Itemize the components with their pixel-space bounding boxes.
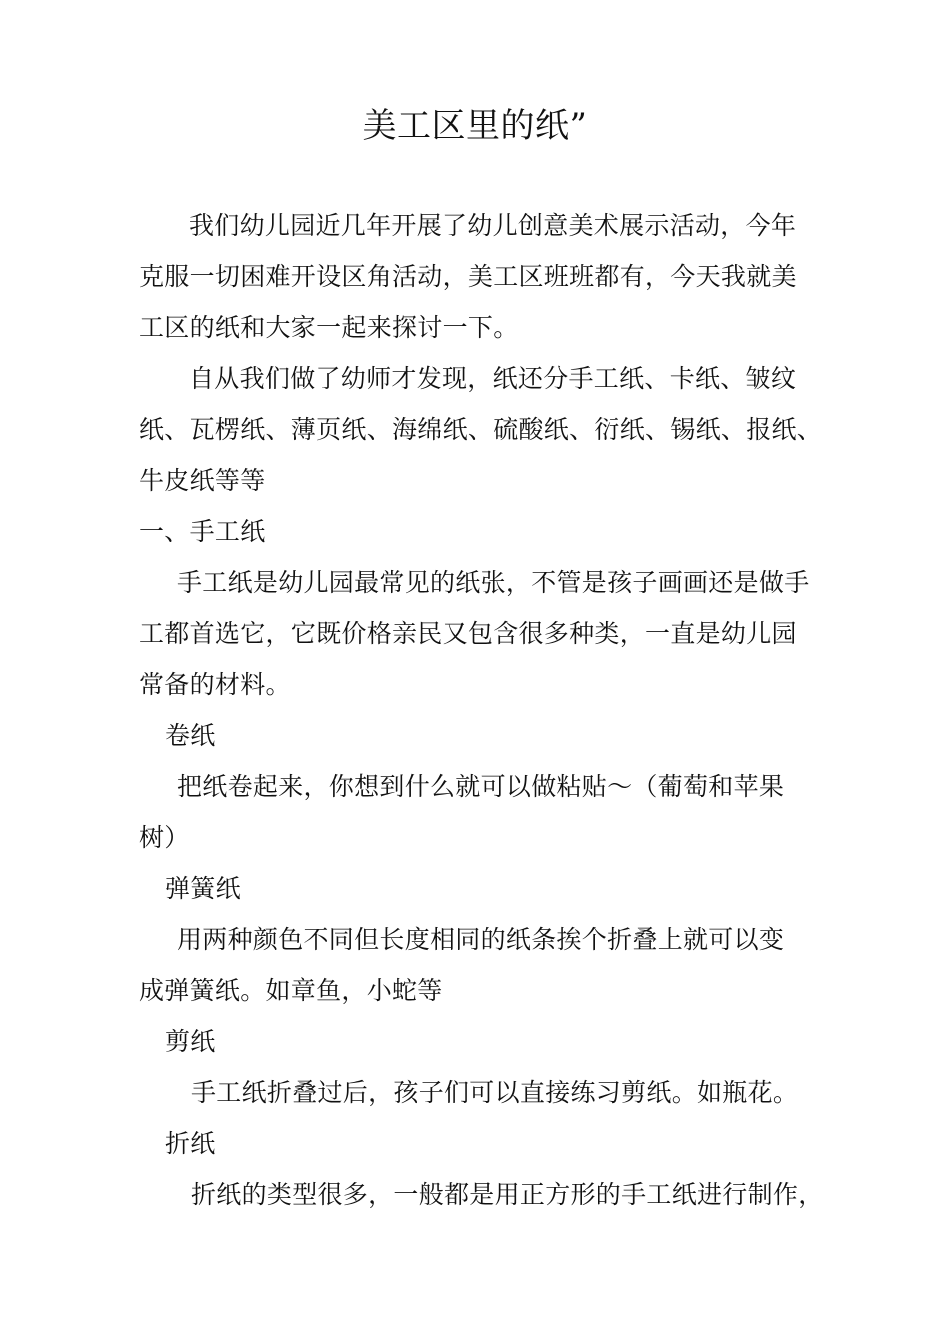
paragraph-line: 工区的纸和大家一起来探讨一下。: [139, 313, 519, 342]
document-body: [139, 200, 829, 1220]
paragraph-line: 工都首选它，它既价格亲民又包含很多种类，一直是幼儿园: [139, 619, 797, 648]
paragraph-line: 树）: [139, 823, 190, 852]
paragraph-line: 纸、瓦楞纸、薄页纸、海绵纸、硫酸纸、衍纸、锡纸、报纸、: [139, 415, 823, 444]
paragraph-line: 成弹簧纸。如章鱼，小蛇等: [139, 976, 443, 1005]
paragraph-line: 常备的材料。: [139, 670, 291, 699]
paragraph-line: 把纸卷起来，你想到什么就可以做粘贴〜（葡萄和苹果: [177, 772, 785, 801]
paragraph-line: 牛皮纸等等: [139, 466, 266, 495]
paragraph-line: 克服一切困难开设区角活动，美工区班班都有，今天我就美: [139, 262, 797, 291]
subsection-heading: 剪纸: [165, 1027, 216, 1056]
document-title: 美工区里的纸”: [362, 106, 588, 146]
subsection-heading: 折纸: [165, 1129, 216, 1158]
subsection-heading: 卷纸: [165, 721, 216, 750]
paragraph-line: 手工纸折叠过后，孩子们可以直接练习剪纸。如瓶花。: [191, 1078, 799, 1107]
subsection-heading: 弹簧纸: [165, 874, 241, 903]
paragraph-line: 手工纸是幼儿园最常见的纸张，不管是孩子画画还是做手: [177, 568, 810, 597]
paragraph-line: 我们幼儿园近几年开展了幼儿创意美术展示活动，今年: [189, 211, 797, 240]
paragraph-line: 自从我们做了幼师才发现，纸还分手工纸、卡纸、皱纹: [189, 364, 797, 393]
paragraph-line: 用两种颜色不同但长度相同的纸条挨个折叠上就可以变: [177, 925, 785, 954]
section-heading: 一、手工纸: [139, 517, 266, 546]
paragraph-line: 折纸的类型很多，一般都是用正方形的手工纸进行制作，: [191, 1180, 824, 1209]
